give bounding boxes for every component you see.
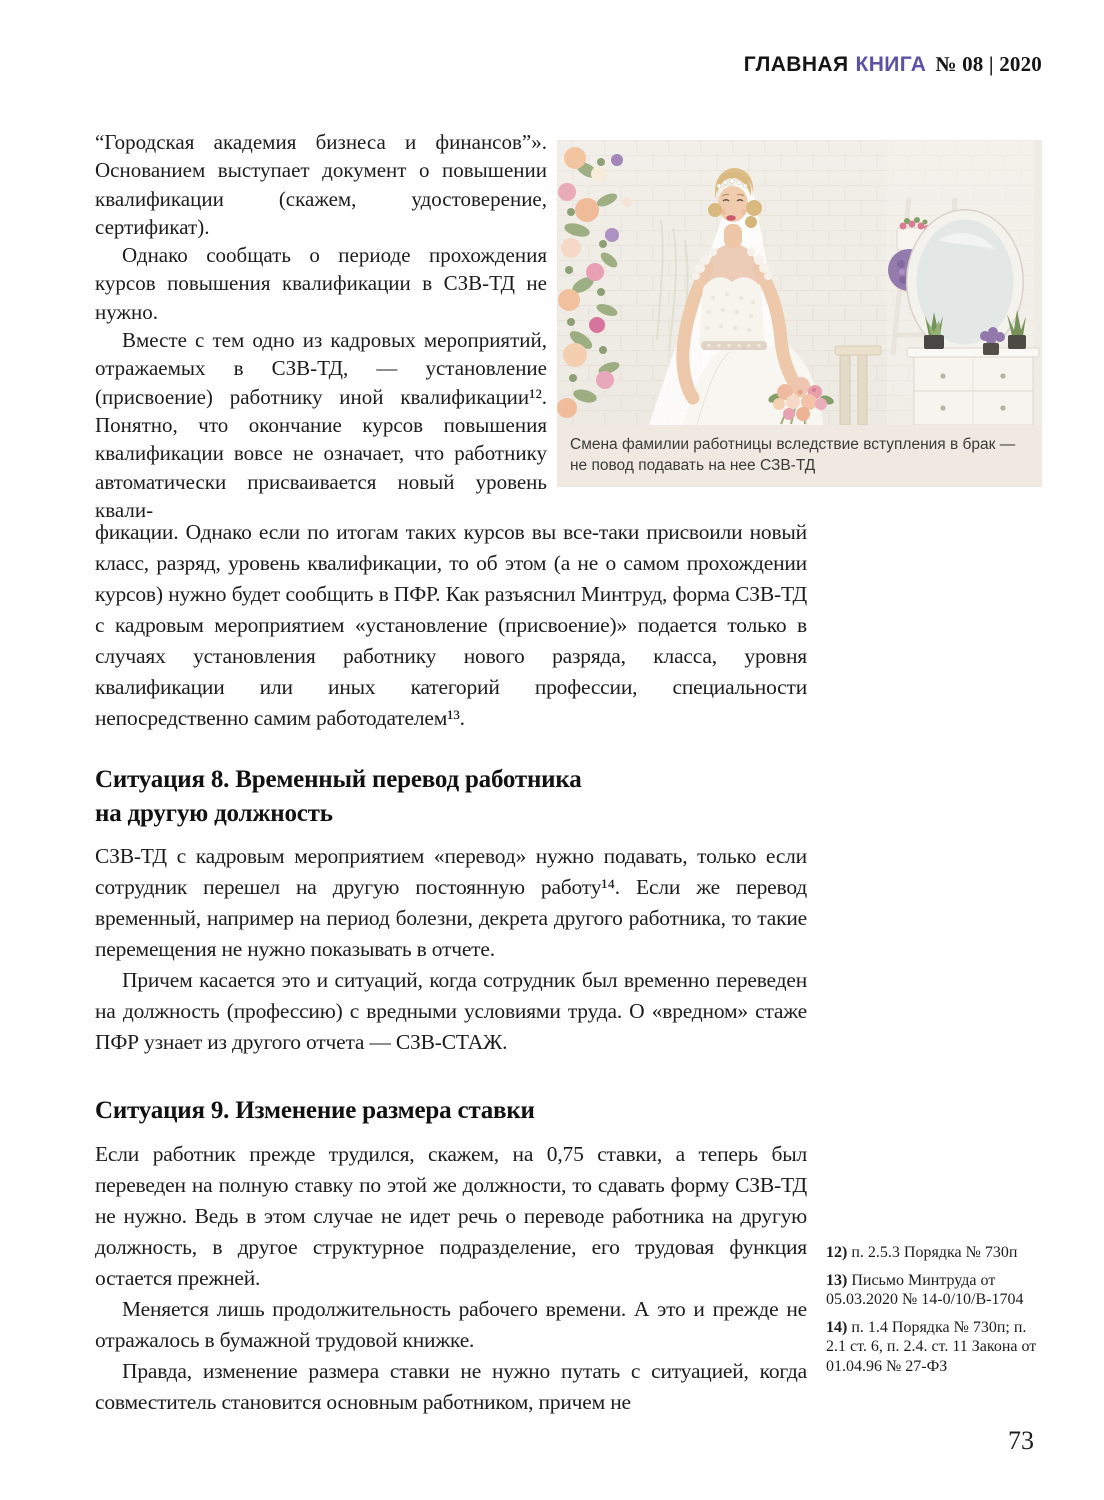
page-number: 73 bbox=[1008, 1426, 1034, 1455]
body-paragraph: СЗВ-ТД с кадровым мероприятием «перевод» нужно подавать, только если сотрудник перешел на другую постоянную работу¹⁴. Если же перевод временный, например на период болезни, декрета другого работника, то такие перемещения не нужно показывать в отчете. bbox=[95, 844, 807, 961]
body-paragraph: Однако сообщать о периоде прохождения курсов повышения квалификации в СЗВ-ТД не нужно. bbox=[95, 243, 547, 324]
section-9-body bbox=[95, 1139, 807, 1418]
left-text-column bbox=[95, 128, 547, 524]
footnote-text: п. 1.4 Порядка № 730п; п. 2.1 ст. 6, п. 2.4. ст. 11 Закона от 01.04.96 № 27-ФЗ bbox=[826, 1318, 1037, 1375]
section-8-heading-line2: на другую должность bbox=[95, 800, 333, 827]
brand-word-glavnaya: ГЛАВНАЯ bbox=[743, 53, 849, 76]
section-8-body bbox=[95, 841, 807, 1058]
section-9-heading: Ситуация 9. Изменение размера ставки bbox=[95, 1097, 535, 1124]
footnotes-sidebar bbox=[826, 1243, 1044, 1384]
body-continuation bbox=[95, 517, 807, 734]
footnote-text: Письмо Минтруда от 05.03.2020 № 14-0/10/В-1704 bbox=[826, 1271, 1024, 1308]
body-paragraph: “Городская академия бизнеса и финансов”». Основанием выступает документ о повышении квалификации (скажем, удостоверение, сертификат). bbox=[95, 130, 547, 239]
body-paragraph: Причем касается это и ситуаций, когда сотрудник был временно переведен на должность (профессию) с вредными условиями труда. О «вредном» стаже ПФР узнает из другого отчета — СЗВ-СТАЖ. bbox=[95, 968, 807, 1054]
section-8-heading-line1: Ситуация 8. Временный перевод работника bbox=[95, 766, 582, 793]
footnote-number: 12) bbox=[826, 1244, 848, 1261]
brand-word-kniga: КНИГА bbox=[855, 53, 927, 76]
photo-caption: Смена фамилии работницы вследствие вступления в брак — не повод подавать на нее СЗВ-ТД bbox=[557, 425, 1042, 487]
footnote-item bbox=[826, 1318, 1044, 1377]
body-paragraph: Правда, изменение размера ставки не нужно путать с ситуацией, когда совместитель становится основным работником, причем не bbox=[95, 1359, 807, 1414]
footnote-number: 13) bbox=[826, 1271, 848, 1289]
photo-block bbox=[557, 140, 1042, 487]
issue-label: № 08 | 2020 bbox=[935, 52, 1042, 76]
footnote-item bbox=[826, 1243, 1044, 1263]
body-paragraph: Вместе с тем одно из кадровых мероприятий, отражаемых в СЗВ-ТД, — установление (присвоение) работнику иной квалификации¹². Понятно, что окончание курсов повышения квалификации вовсе не означает, что работнику автоматически присваивается новый уровень квали- bbox=[95, 328, 547, 522]
masthead bbox=[744, 52, 1042, 77]
footnote-number: 14) bbox=[826, 1318, 848, 1336]
footnote-text: п. 2.5.3 Порядка № 730п bbox=[851, 1244, 1018, 1261]
body-paragraph: Меняется лишь продолжительность рабочего времени. А это и прежде не отражалось в бумажной трудовой книжке. bbox=[95, 1297, 807, 1352]
section-8-heading bbox=[95, 763, 807, 831]
body-paragraph: фикации. Однако если по итогам таких курсов вы все-таки присвоили новый класс, разряд, уровень квалификации, то об этом (а не о самом прохождении курсов) нужно будет сообщить в ПФР. Как разъяснил Минтруд, форма СЗВ-ТД с кадровым мероприятием «установление (присвоение)» подается только в случаях установления работнику нового разряда, класса, уровня квалификации или иных категорий профессии, специальности непосредственно самим работодателем¹³. bbox=[95, 520, 807, 730]
footnote-item bbox=[826, 1271, 1044, 1310]
body-paragraph: Если работник прежде трудился, скажем, на 0,75 ставки, а теперь был переведен на полную ставку по этой же должности, то сдавать форму СЗВ-ТД не нужно. Ведь в этом случае не идет речь о переводе работника на другую должность, в другое структурное подразделение, его трудовая функция остается прежней. bbox=[95, 1142, 807, 1290]
wedding-photo-illustration bbox=[557, 140, 1042, 425]
